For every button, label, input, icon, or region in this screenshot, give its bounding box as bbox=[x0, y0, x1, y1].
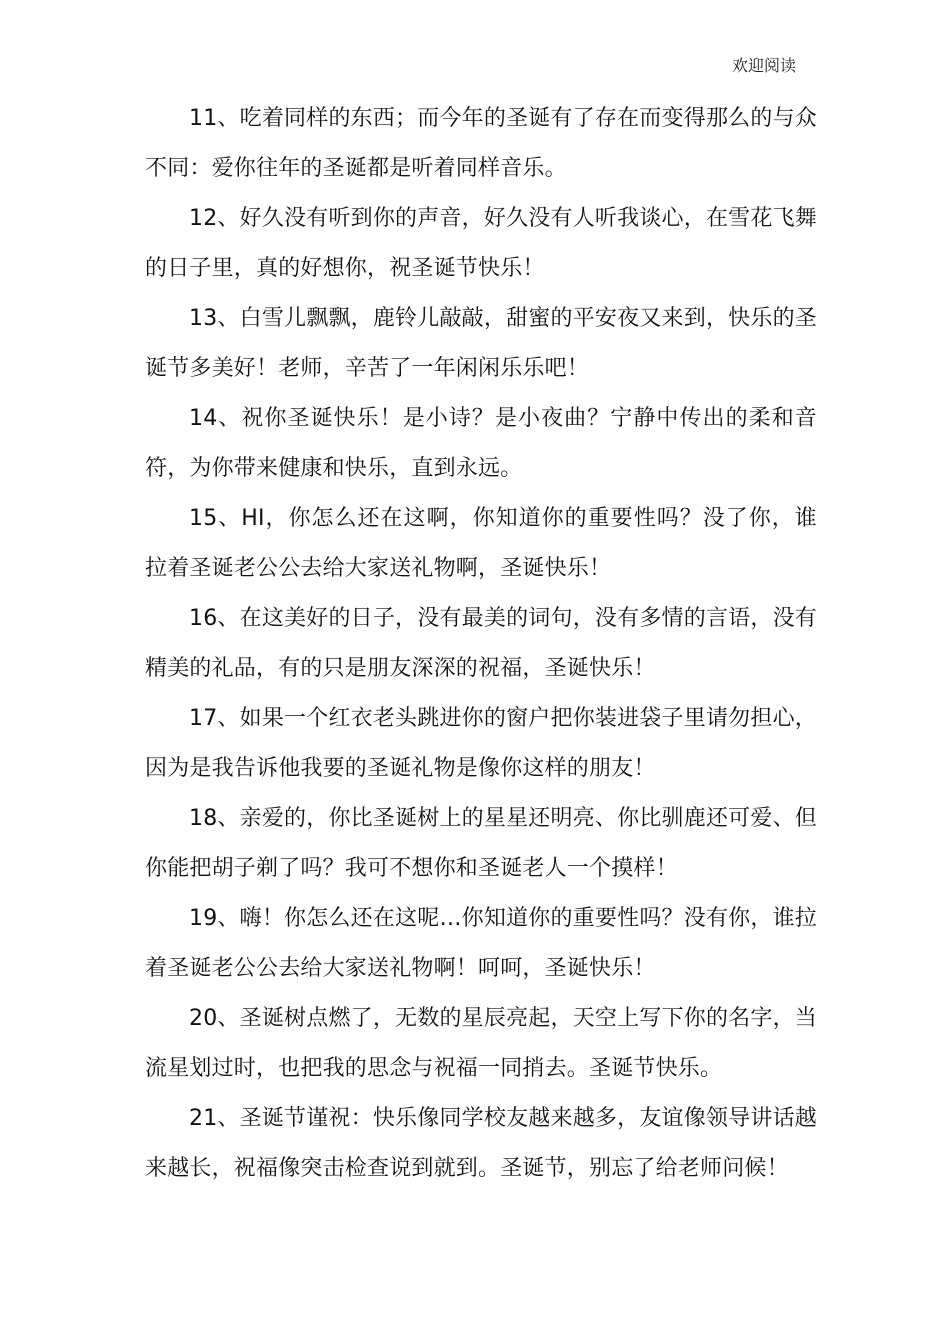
paragraph-21: 21、圣诞节谨祝：快乐像同学校友越来越多，友谊像领导讲话越来越长，祝福像突击检查说到就到。圣诞节，别忘了给老师问候！ bbox=[145, 1106, 817, 1181]
paragraph-13: 13、白雪儿飘飘，鹿铃儿敲敲，甜蜜的平安夜又来到，快乐的圣诞节多美好！老师，辛苦了一年闲闲乐乐吧！ bbox=[145, 306, 817, 381]
document-body bbox=[145, 94, 817, 1194]
paragraph-17: 17、如果一个红衣老头跳进你的窗户把你装进袋子里请勿担心，因为是我告诉他我要的圣诞礼物是像你这样的朋友！ bbox=[145, 706, 817, 781]
paragraph-12: 12、好久没有听到你的声音，好久没有人听我谈心，在雪花飞舞的日子里，真的好想你，祝圣诞节快乐！ bbox=[145, 206, 817, 281]
paragraph-15: 15、HI，你怎么还在这啊，你知道你的重要性吗？没了你，谁拉着圣诞老公公去给大家送礼物啊，圣诞快乐！ bbox=[145, 506, 817, 581]
paragraph-20: 20、圣诞树点燃了，无数的星辰亮起，天空上写下你的名字，当流星划过时，也把我的思念与祝福一同捎去。圣诞节快乐。 bbox=[145, 1006, 817, 1081]
paragraph-11: 11、吃着同样的东西；而今年的圣诞有了存在而变得那么的与众不同：爱你往年的圣诞都是听着同样音乐。 bbox=[145, 106, 817, 181]
paragraph-14: 14、祝你圣诞快乐！是小诗？是小夜曲？宁静中传出的柔和音符，为你带来健康和快乐，直到永远。 bbox=[145, 406, 817, 481]
paragraph-18: 18、亲爱的，你比圣诞树上的星星还明亮、你比驯鹿还可爱、但你能把胡子剃了吗？我可不想你和圣诞老人一个摸样！ bbox=[145, 806, 817, 881]
paragraph-16: 16、在这美好的日子，没有最美的词句，没有多情的言语，没有精美的礼品，有的只是朋友深深的祝福，圣诞快乐！ bbox=[145, 606, 817, 681]
header-note: 欢迎阅读 bbox=[732, 56, 797, 75]
paragraph-19: 19、嗨！你怎么还在这呢…你知道你的重要性吗？没有你，谁拉着圣诞老公公去给大家送礼物啊！呵呵，圣诞快乐！ bbox=[145, 906, 817, 981]
